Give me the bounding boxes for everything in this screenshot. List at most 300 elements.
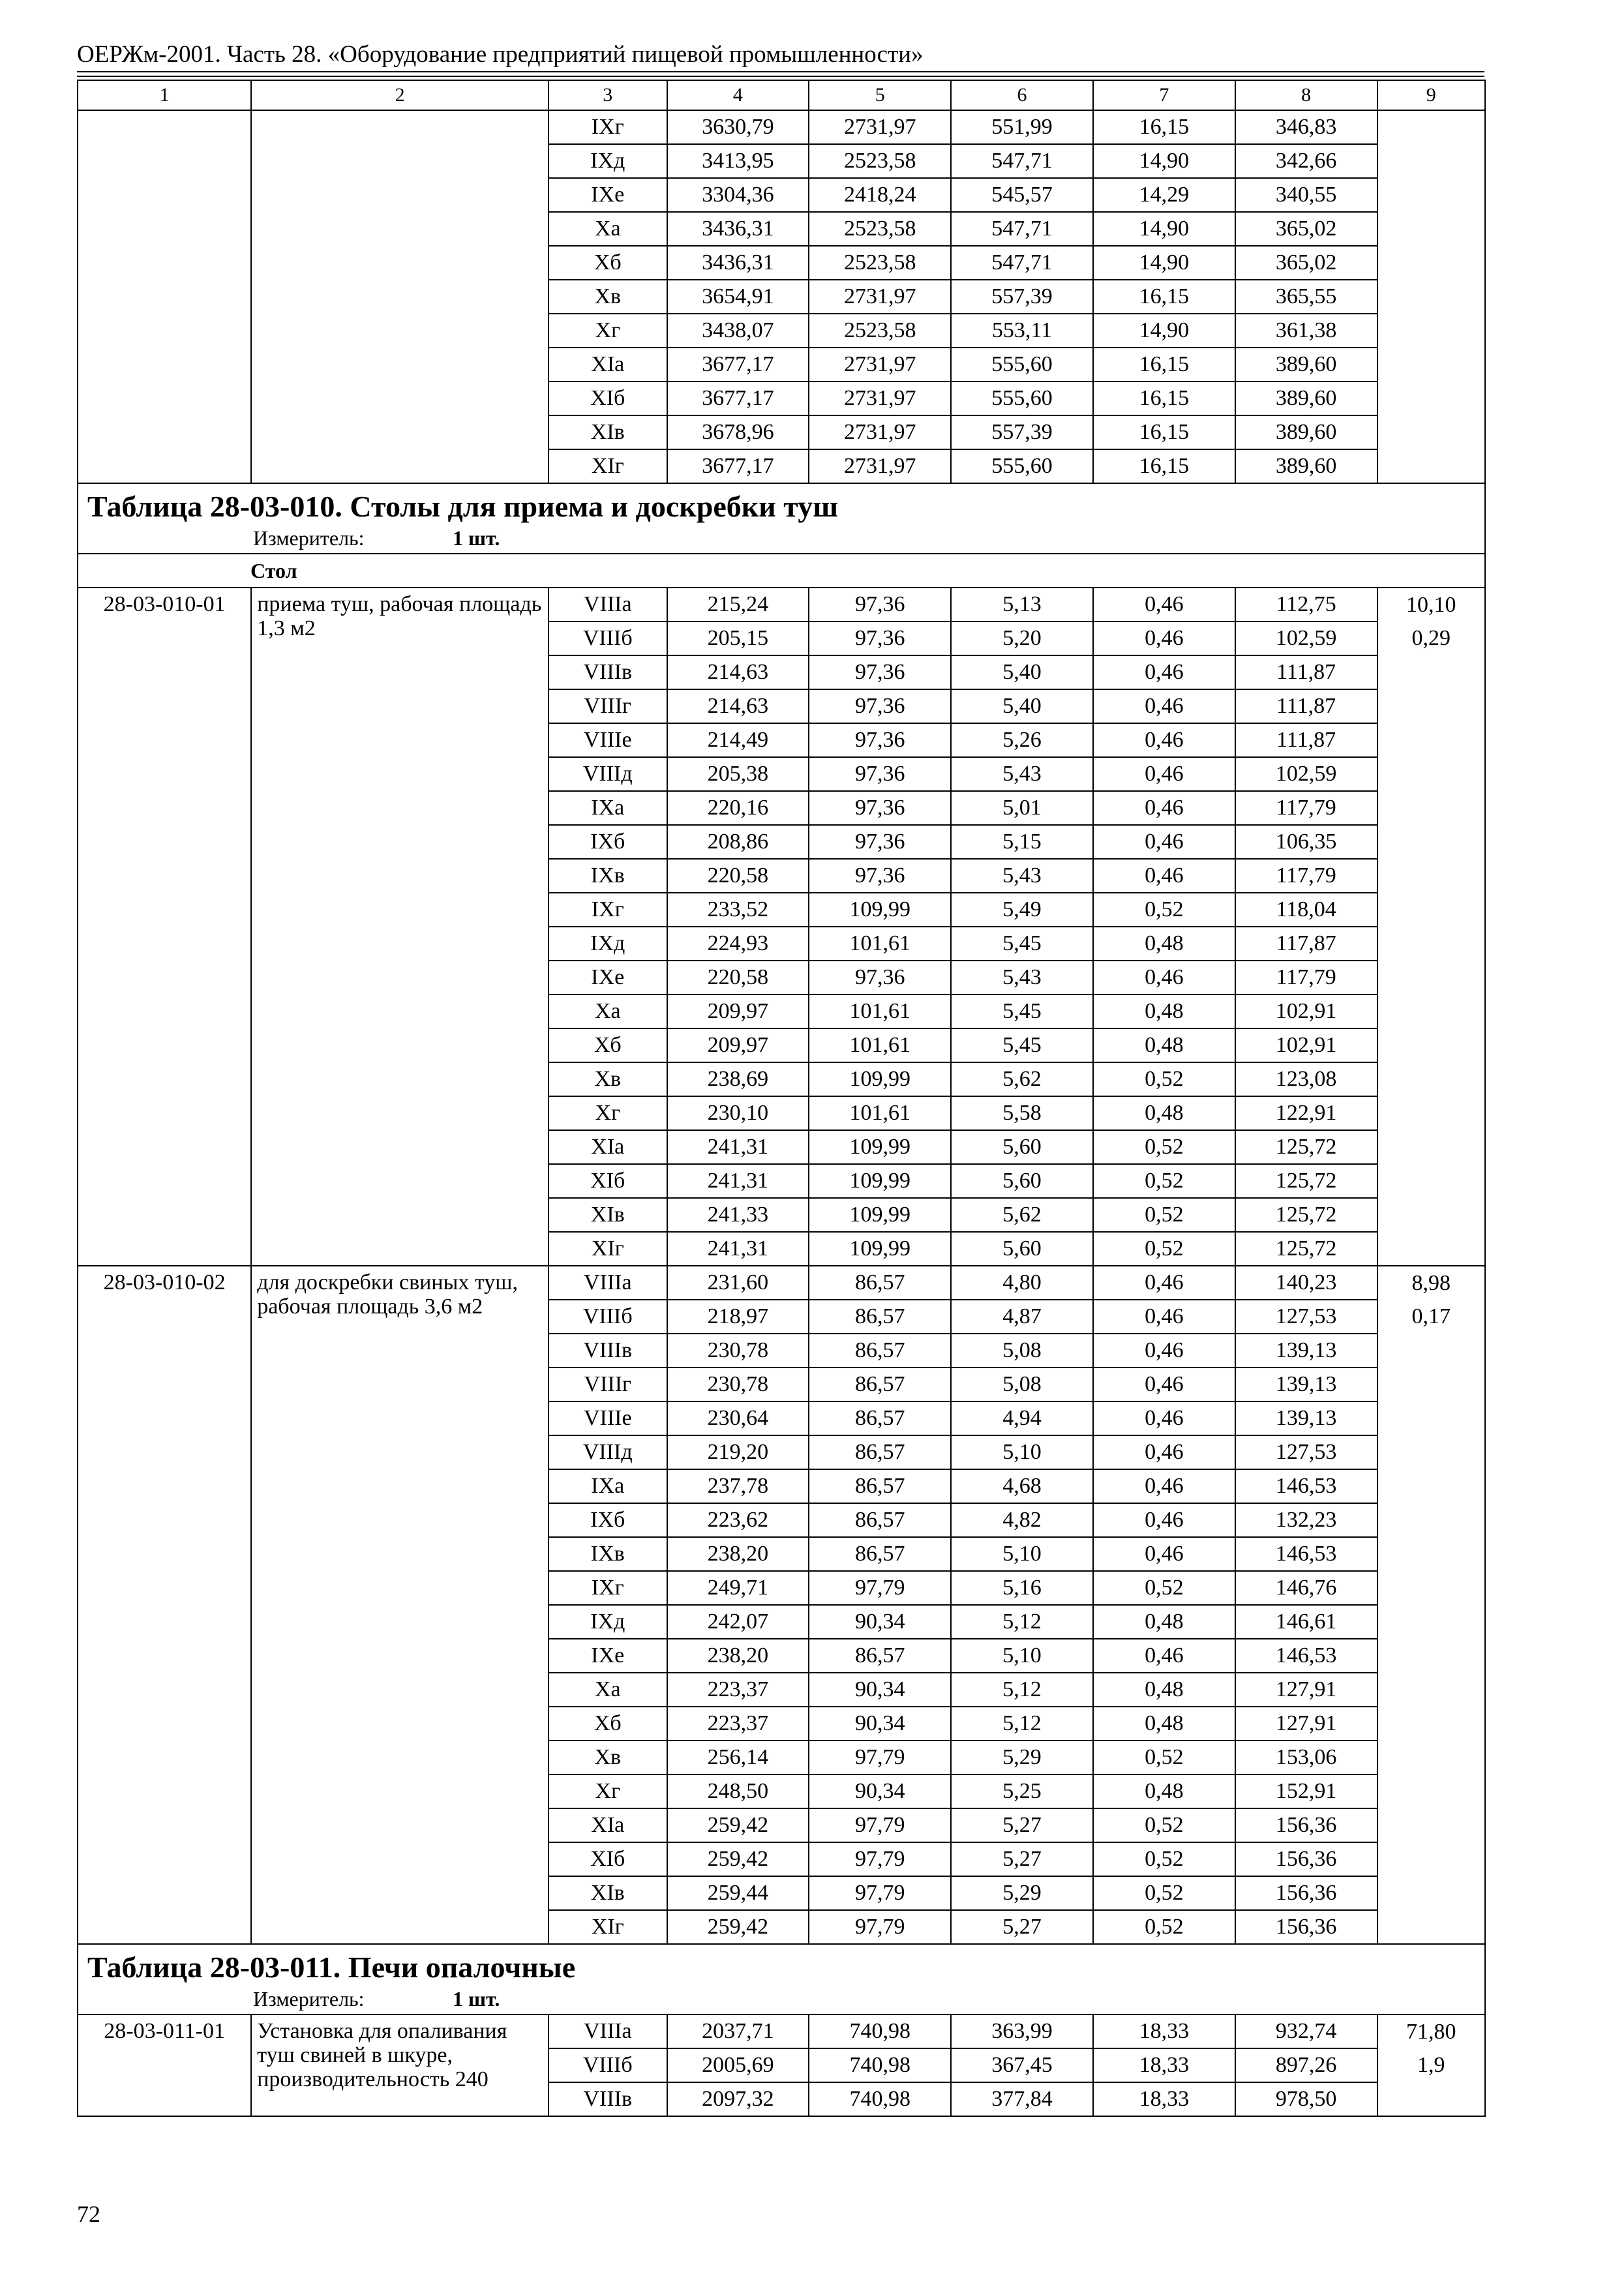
value-cell: 5,45 xyxy=(951,1028,1093,1062)
value-cell: 3677,17 xyxy=(667,382,809,415)
value-cell: 241,31 xyxy=(667,1232,809,1266)
zone-cell: VIIIв xyxy=(549,2082,667,2116)
column-9-cell xyxy=(1377,927,1485,961)
value-cell: 0,52 xyxy=(1093,1808,1235,1842)
value-cell: 117,79 xyxy=(1235,859,1377,893)
column-9-cell xyxy=(1377,1910,1485,1944)
column-9-cell xyxy=(1377,893,1485,927)
value-cell: 547,71 xyxy=(951,246,1093,280)
zone-cell: Xв xyxy=(549,1741,667,1774)
value-cell: 90,34 xyxy=(809,1707,951,1741)
column-number: 6 xyxy=(951,80,1093,110)
value-cell: 0,52 xyxy=(1093,1910,1235,1944)
column-9-cell xyxy=(1377,1062,1485,1096)
column-9-cell xyxy=(1377,1469,1485,1503)
value-cell: 215,24 xyxy=(667,588,809,621)
column-9-cell: 8,98 xyxy=(1377,1266,1485,1300)
value-cell: 0,46 xyxy=(1093,1368,1235,1401)
value-cell: 231,60 xyxy=(667,1266,809,1300)
value-cell: 109,99 xyxy=(809,1232,951,1266)
value-cell: 139,13 xyxy=(1235,1368,1377,1401)
value-cell: 5,01 xyxy=(951,791,1093,825)
zone-cell: Xг xyxy=(549,314,667,348)
value-cell: 146,53 xyxy=(1235,1639,1377,1673)
value-cell: 553,11 xyxy=(951,314,1093,348)
value-cell: 2523,58 xyxy=(809,144,951,178)
value-cell: 0,46 xyxy=(1093,1639,1235,1673)
value-cell: 86,57 xyxy=(809,1639,951,1673)
value-cell: 0,52 xyxy=(1093,1232,1235,1266)
value-cell: 5,10 xyxy=(951,1639,1093,1673)
value-cell: 557,39 xyxy=(951,280,1093,314)
value-cell: 97,36 xyxy=(809,825,951,859)
zone-cell: VIIIв xyxy=(549,655,667,689)
value-cell: 102,59 xyxy=(1235,757,1377,791)
value-cell: 208,86 xyxy=(667,825,809,859)
value-cell: 97,79 xyxy=(809,1741,951,1774)
zone-cell: VIIIб xyxy=(549,621,667,655)
column-9-cell xyxy=(1377,1096,1485,1130)
value-cell: 3677,17 xyxy=(667,348,809,382)
value-cell: 97,36 xyxy=(809,723,951,757)
column-9-cell xyxy=(1377,1639,1485,1673)
column-9-cell xyxy=(1377,859,1485,893)
zone-cell: XIг xyxy=(549,449,667,483)
zone-cell: Xв xyxy=(549,1062,667,1096)
value-cell: 223,62 xyxy=(667,1503,809,1537)
measure-line xyxy=(87,524,1484,552)
value-cell: 86,57 xyxy=(809,1401,951,1435)
column-9-cell xyxy=(1377,1808,1485,1842)
value-cell: 5,45 xyxy=(951,995,1093,1028)
value-cell: 97,79 xyxy=(809,1876,951,1910)
value-cell: 740,98 xyxy=(809,2048,951,2082)
value-cell: 365,55 xyxy=(1235,280,1377,314)
value-cell: 3678,96 xyxy=(667,415,809,449)
value-cell: 5,26 xyxy=(951,723,1093,757)
column-9-cell xyxy=(1377,1876,1485,1910)
column-9-cell xyxy=(1377,995,1485,1028)
table-title-cell xyxy=(78,1944,1485,2014)
value-cell: 5,40 xyxy=(951,689,1093,723)
value-cell: 156,36 xyxy=(1235,1842,1377,1876)
zone-cell: Xа xyxy=(549,1673,667,1707)
value-cell: 14,90 xyxy=(1093,314,1235,348)
value-cell: 545,57 xyxy=(951,178,1093,212)
zone-cell: XIб xyxy=(549,1164,667,1198)
zone-cell: Xа xyxy=(549,995,667,1028)
value-cell: 5,60 xyxy=(951,1164,1093,1198)
value-cell: 117,79 xyxy=(1235,791,1377,825)
value-cell: 205,15 xyxy=(667,621,809,655)
value-cell: 86,57 xyxy=(809,1300,951,1334)
value-cell: 2418,24 xyxy=(809,178,951,212)
value-cell: 223,37 xyxy=(667,1673,809,1707)
value-cell: 363,99 xyxy=(951,2014,1093,2048)
value-cell: 86,57 xyxy=(809,1435,951,1469)
value-cell: 3654,91 xyxy=(667,280,809,314)
zone-cell: IXг xyxy=(549,893,667,927)
value-cell: 5,16 xyxy=(951,1571,1093,1605)
value-cell: 2731,97 xyxy=(809,348,951,382)
zone-cell: IXе xyxy=(549,1639,667,1673)
value-cell: 127,91 xyxy=(1235,1707,1377,1741)
value-cell: 97,36 xyxy=(809,588,951,621)
value-cell: 238,20 xyxy=(667,1639,809,1673)
zone-cell: VIIIе xyxy=(549,723,667,757)
table-title: Таблица 28-03-010. Столы для приема и доскребки туш xyxy=(87,490,839,523)
value-cell: 0,46 xyxy=(1093,1537,1235,1571)
zone-cell: XIб xyxy=(549,1842,667,1876)
column-9-cell xyxy=(1377,1198,1485,1232)
value-cell: 0,52 xyxy=(1093,1571,1235,1605)
value-cell: 0,52 xyxy=(1093,1198,1235,1232)
value-cell: 0,52 xyxy=(1093,1062,1235,1096)
value-cell: 18,33 xyxy=(1093,2082,1235,2116)
column-9-cell xyxy=(1377,723,1485,757)
value-cell: 97,36 xyxy=(809,621,951,655)
value-cell: 230,78 xyxy=(667,1334,809,1368)
value-cell: 361,38 xyxy=(1235,314,1377,348)
value-cell: 209,97 xyxy=(667,1028,809,1062)
value-cell: 5,27 xyxy=(951,1910,1093,1944)
value-cell: 127,91 xyxy=(1235,1673,1377,1707)
subheader-cell xyxy=(78,554,1485,588)
value-cell: 0,52 xyxy=(1093,893,1235,927)
value-cell: 0,46 xyxy=(1093,1401,1235,1435)
measure-label: Измеритель: xyxy=(253,526,365,550)
value-cell: 97,79 xyxy=(809,1910,951,1944)
value-cell: 367,45 xyxy=(951,2048,1093,2082)
column-number-row xyxy=(78,80,1485,110)
value-cell: 0,46 xyxy=(1093,1300,1235,1334)
value-cell: 242,07 xyxy=(667,1605,809,1639)
value-cell: 2037,71 xyxy=(667,2014,809,2048)
column-9-cell xyxy=(1377,791,1485,825)
value-cell: 5,12 xyxy=(951,1673,1093,1707)
value-cell: 0,46 xyxy=(1093,961,1235,995)
zone-cell: IXа xyxy=(549,1469,667,1503)
column-number: 7 xyxy=(1093,80,1235,110)
zone-cell: IXв xyxy=(549,1537,667,1571)
value-cell: 146,76 xyxy=(1235,1571,1377,1605)
zone-cell: VIIIг xyxy=(549,1368,667,1401)
table-row xyxy=(78,1266,1485,1300)
value-cell: 0,52 xyxy=(1093,1876,1235,1910)
zone-cell: IXе xyxy=(549,178,667,212)
value-cell: 230,78 xyxy=(667,1368,809,1401)
document-header-title: ОЕРЖм-2001. Часть 28. «Оборудование предприятий пищевой промышленности» xyxy=(77,41,924,68)
value-cell: 256,14 xyxy=(667,1741,809,1774)
value-cell: 5,15 xyxy=(951,825,1093,859)
column-9-cell xyxy=(1377,1707,1485,1741)
column-9-cell xyxy=(1377,1741,1485,1774)
value-cell: 86,57 xyxy=(809,1334,951,1368)
table-row xyxy=(78,2014,1485,2048)
value-cell: 14,90 xyxy=(1093,246,1235,280)
column-9-cell: 10,10 xyxy=(1377,588,1485,621)
zone-cell: IXг xyxy=(549,110,667,144)
value-cell: 0,46 xyxy=(1093,825,1235,859)
value-cell: 237,78 xyxy=(667,1469,809,1503)
measure-label: Измеритель: xyxy=(253,1987,365,2011)
value-cell: 218,97 xyxy=(667,1300,809,1334)
value-cell: 97,36 xyxy=(809,791,951,825)
value-cell: 156,36 xyxy=(1235,1910,1377,1944)
zone-cell: IXд xyxy=(549,927,667,961)
value-cell: 219,20 xyxy=(667,1435,809,1469)
value-cell: 0,46 xyxy=(1093,723,1235,757)
value-cell: 259,42 xyxy=(667,1910,809,1944)
value-cell: 0,46 xyxy=(1093,588,1235,621)
value-cell: 223,37 xyxy=(667,1707,809,1741)
value-cell: 249,71 xyxy=(667,1571,809,1605)
value-cell: 16,15 xyxy=(1093,348,1235,382)
value-cell: 86,57 xyxy=(809,1503,951,1537)
zone-cell: Xб xyxy=(549,246,667,280)
value-cell: 2731,97 xyxy=(809,110,951,144)
rate-description: приема туш, рабочая площадь 1,3 м2 xyxy=(251,588,549,1266)
header-rule xyxy=(77,76,1484,77)
value-cell: 0,46 xyxy=(1093,1435,1235,1469)
column-number: 9 xyxy=(1377,80,1485,110)
value-cell: 3630,79 xyxy=(667,110,809,144)
zone-cell: XIв xyxy=(549,1876,667,1910)
value-cell: 146,61 xyxy=(1235,1605,1377,1639)
value-cell: 340,55 xyxy=(1235,178,1377,212)
value-cell: 102,91 xyxy=(1235,995,1377,1028)
value-cell: 90,34 xyxy=(809,1774,951,1808)
column-number: 1 xyxy=(78,80,251,110)
value-cell: 241,31 xyxy=(667,1130,809,1164)
value-cell: 0,46 xyxy=(1093,689,1235,723)
zone-cell: XIа xyxy=(549,1130,667,1164)
value-cell: 551,99 xyxy=(951,110,1093,144)
zone-cell: VIIIд xyxy=(549,1435,667,1469)
rate-code: 28-03-010-01 xyxy=(78,588,251,1266)
value-cell: 0,46 xyxy=(1093,621,1235,655)
zone-cell: XIа xyxy=(549,348,667,382)
column-9-cell xyxy=(1377,1028,1485,1062)
value-cell: 156,36 xyxy=(1235,1876,1377,1910)
value-cell: 123,08 xyxy=(1235,1062,1377,1096)
value-cell: 3436,31 xyxy=(667,246,809,280)
value-cell: 740,98 xyxy=(809,2082,951,2116)
zone-cell: IXг xyxy=(549,1571,667,1605)
table-title: Таблица 28-03-011. Печи опалочные xyxy=(87,1951,576,1984)
table-title-cell xyxy=(78,483,1485,554)
zone-cell: IXа xyxy=(549,791,667,825)
empty-column-9-cell xyxy=(1377,110,1485,483)
rates-table xyxy=(77,80,1486,2117)
value-cell: 5,08 xyxy=(951,1334,1093,1368)
value-cell: 214,63 xyxy=(667,655,809,689)
value-cell: 389,60 xyxy=(1235,382,1377,415)
value-cell: 5,43 xyxy=(951,757,1093,791)
value-cell: 111,87 xyxy=(1235,723,1377,757)
column-9-cell xyxy=(1377,655,1485,689)
value-cell: 146,53 xyxy=(1235,1469,1377,1503)
value-cell: 5,25 xyxy=(951,1774,1093,1808)
zone-cell: Xв xyxy=(549,280,667,314)
value-cell: 238,69 xyxy=(667,1062,809,1096)
value-cell: 4,87 xyxy=(951,1300,1093,1334)
value-cell: 205,38 xyxy=(667,757,809,791)
zone-cell: IXд xyxy=(549,1605,667,1639)
zone-cell: VIIIа xyxy=(549,1266,667,1300)
value-cell: 0,48 xyxy=(1093,1096,1235,1130)
value-cell: 5,08 xyxy=(951,1368,1093,1401)
column-9-cell xyxy=(1377,2082,1485,2116)
column-9-cell xyxy=(1377,1571,1485,1605)
value-cell: 5,29 xyxy=(951,1741,1093,1774)
value-cell: 241,31 xyxy=(667,1164,809,1198)
value-cell: 3413,95 xyxy=(667,144,809,178)
value-cell: 259,44 xyxy=(667,1876,809,1910)
value-cell: 0,46 xyxy=(1093,1334,1235,1368)
value-cell: 932,74 xyxy=(1235,2014,1377,2048)
measure-line xyxy=(87,1985,1484,2012)
value-cell: 4,82 xyxy=(951,1503,1093,1537)
value-cell: 342,66 xyxy=(1235,144,1377,178)
zone-cell: XIв xyxy=(549,415,667,449)
value-cell: 547,71 xyxy=(951,212,1093,246)
value-cell: 109,99 xyxy=(809,1164,951,1198)
measure-value: 1 шт. xyxy=(453,1987,500,2011)
measure-value: 1 шт. xyxy=(453,526,500,550)
zone-cell: Xа xyxy=(549,212,667,246)
column-9-cell xyxy=(1377,689,1485,723)
table-title-row xyxy=(78,1944,1485,2014)
value-cell: 125,72 xyxy=(1235,1232,1377,1266)
value-cell: 214,49 xyxy=(667,723,809,757)
zone-cell: IXб xyxy=(549,825,667,859)
value-cell: 555,60 xyxy=(951,449,1093,483)
value-cell: 97,79 xyxy=(809,1808,951,1842)
value-cell: 97,36 xyxy=(809,655,951,689)
value-cell: 125,72 xyxy=(1235,1198,1377,1232)
value-cell: 2523,58 xyxy=(809,246,951,280)
value-cell: 2523,58 xyxy=(809,314,951,348)
value-cell: 238,20 xyxy=(667,1537,809,1571)
value-cell: 2731,97 xyxy=(809,382,951,415)
value-cell: 5,40 xyxy=(951,655,1093,689)
table-row xyxy=(78,110,1485,144)
value-cell: 220,58 xyxy=(667,961,809,995)
value-cell: 18,33 xyxy=(1093,2048,1235,2082)
value-cell: 5,27 xyxy=(951,1842,1093,1876)
column-9-cell xyxy=(1377,757,1485,791)
column-9-cell xyxy=(1377,1774,1485,1808)
value-cell: 978,50 xyxy=(1235,2082,1377,2116)
value-cell: 5,62 xyxy=(951,1062,1093,1096)
zone-cell: IXв xyxy=(549,859,667,893)
zone-cell: VIIIа xyxy=(549,2014,667,2048)
value-cell: 377,84 xyxy=(951,2082,1093,2116)
value-cell: 0,48 xyxy=(1093,995,1235,1028)
value-cell: 117,79 xyxy=(1235,961,1377,995)
value-cell: 248,50 xyxy=(667,1774,809,1808)
value-cell: 5,62 xyxy=(951,1198,1093,1232)
value-cell: 112,75 xyxy=(1235,588,1377,621)
value-cell: 86,57 xyxy=(809,1368,951,1401)
value-cell: 127,53 xyxy=(1235,1435,1377,1469)
value-cell: 0,48 xyxy=(1093,1774,1235,1808)
value-cell: 117,87 xyxy=(1235,927,1377,961)
value-cell: 90,34 xyxy=(809,1673,951,1707)
value-cell: 86,57 xyxy=(809,1469,951,1503)
value-cell: 4,80 xyxy=(951,1266,1093,1300)
value-cell: 0,52 xyxy=(1093,1130,1235,1164)
value-cell: 127,53 xyxy=(1235,1300,1377,1334)
value-cell: 557,39 xyxy=(951,415,1093,449)
value-cell: 86,57 xyxy=(809,1266,951,1300)
rate-code: 28-03-011-01 xyxy=(78,2014,251,2116)
zone-cell: XIг xyxy=(549,1910,667,1944)
value-cell: 101,61 xyxy=(809,1096,951,1130)
column-9-cell: 0,17 xyxy=(1377,1300,1485,1334)
column-number: 2 xyxy=(251,80,549,110)
value-cell: 5,12 xyxy=(951,1605,1093,1639)
value-cell: 14,29 xyxy=(1093,178,1235,212)
column-9-cell xyxy=(1377,1334,1485,1368)
value-cell: 3304,36 xyxy=(667,178,809,212)
value-cell: 102,59 xyxy=(1235,621,1377,655)
zone-cell: XIг xyxy=(549,1232,667,1266)
value-cell: 209,97 xyxy=(667,995,809,1028)
value-cell: 0,46 xyxy=(1093,655,1235,689)
column-9-cell: 71,80 xyxy=(1377,2014,1485,2048)
zone-cell: VIIIб xyxy=(549,2048,667,2082)
value-cell: 16,15 xyxy=(1093,449,1235,483)
value-cell: 14,90 xyxy=(1093,212,1235,246)
value-cell: 5,43 xyxy=(951,859,1093,893)
value-cell: 3436,31 xyxy=(667,212,809,246)
value-cell: 241,33 xyxy=(667,1198,809,1232)
value-cell: 16,15 xyxy=(1093,415,1235,449)
value-cell: 3677,17 xyxy=(667,449,809,483)
value-cell: 389,60 xyxy=(1235,415,1377,449)
value-cell: 555,60 xyxy=(951,382,1093,415)
value-cell: 897,26 xyxy=(1235,2048,1377,2082)
value-cell: 0,48 xyxy=(1093,1605,1235,1639)
value-cell: 109,99 xyxy=(809,1198,951,1232)
value-cell: 5,60 xyxy=(951,1130,1093,1164)
value-cell: 0,52 xyxy=(1093,1164,1235,1198)
value-cell: 0,46 xyxy=(1093,791,1235,825)
table-row xyxy=(78,588,1485,621)
value-cell: 0,46 xyxy=(1093,1469,1235,1503)
subheader-label: Стол xyxy=(250,559,297,582)
zone-cell: VIIIе xyxy=(549,1401,667,1435)
value-cell: 106,35 xyxy=(1235,825,1377,859)
value-cell: 230,64 xyxy=(667,1401,809,1435)
value-cell: 101,61 xyxy=(809,1028,951,1062)
column-9-cell xyxy=(1377,1842,1485,1876)
value-cell: 0,46 xyxy=(1093,1503,1235,1537)
value-cell: 18,33 xyxy=(1093,2014,1235,2048)
value-cell: 224,93 xyxy=(667,927,809,961)
zone-cell: XIв xyxy=(549,1198,667,1232)
value-cell: 97,36 xyxy=(809,961,951,995)
value-cell: 109,99 xyxy=(809,1130,951,1164)
header-rule xyxy=(77,71,1484,72)
value-cell: 5,29 xyxy=(951,1876,1093,1910)
empty-code-cell xyxy=(78,110,251,483)
page-number: 72 xyxy=(77,2201,100,2227)
value-cell: 139,13 xyxy=(1235,1401,1377,1435)
column-9-cell xyxy=(1377,1130,1485,1164)
